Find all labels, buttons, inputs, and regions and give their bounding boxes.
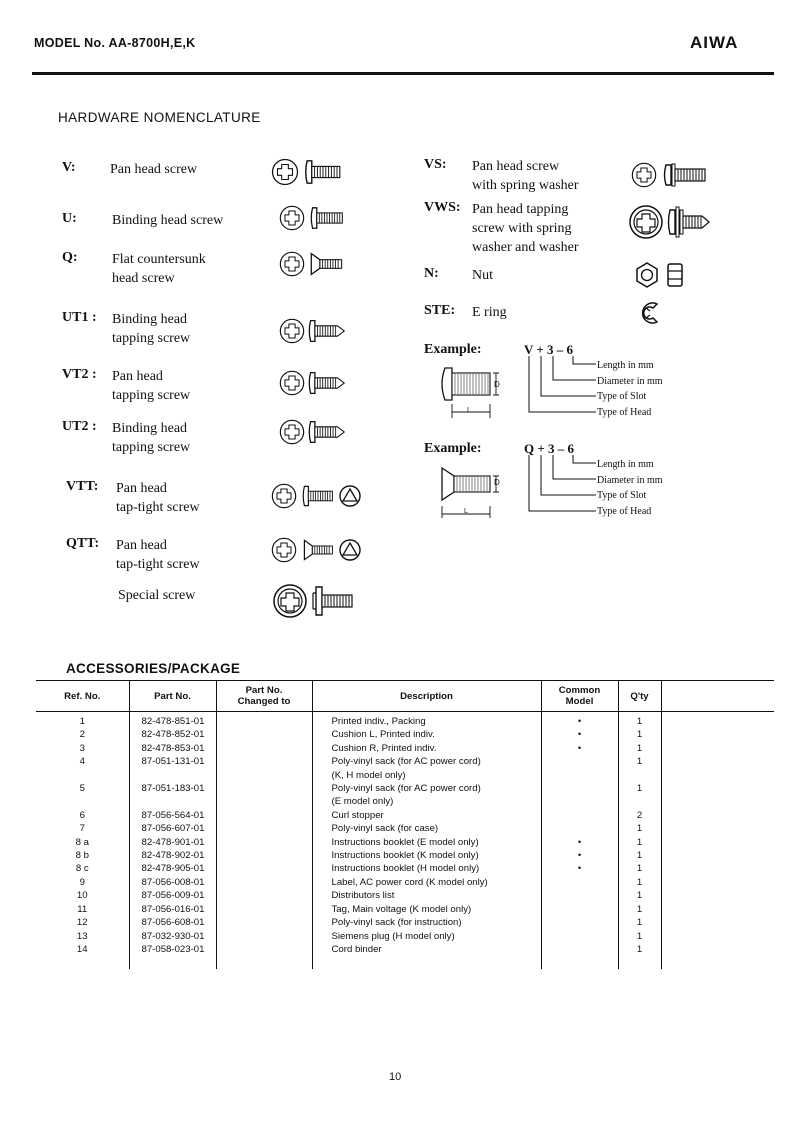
desc-q: Flat countersunk head screw — [112, 252, 206, 286]
table-row: 2 82-478-852-01 Cushion L, Printed indiv. • 1 — [36, 728, 774, 741]
desc-vt2: Pan head tapping screw — [112, 369, 191, 403]
model-number: MODEL No. AA-8700H,E,K — [34, 36, 196, 50]
example-formula-2: Q + 3 – 6 — [524, 441, 575, 456]
accessories-table — [36, 680, 774, 969]
table-row: 1 82-478-851-01 Printed indiv., Packing • 1 — [36, 712, 774, 729]
desc-n: Nut — [472, 268, 493, 283]
table-row: 10 87-056-009-01 Distributors list 1 — [36, 889, 774, 902]
special-screw-icon — [272, 582, 356, 622]
header-rule — [32, 72, 774, 75]
pan-tapping-screw-washer-icon — [628, 204, 712, 244]
code-u: U: — [62, 211, 77, 226]
code-qtt: QTT: — [66, 536, 100, 551]
flat-tap-tight-screw-icon — [270, 536, 366, 566]
table-row: 8 b 82-478-902-01 Instructions booklet (K model only) • 1 — [36, 849, 774, 862]
formula-bracket-2 — [526, 455, 598, 515]
flat-screw-dimension-diagram — [436, 466, 516, 524]
table-row: 6 87-056-564-01 Curl stopper 2 — [36, 809, 774, 822]
table-row: 3 82-478-853-01 Cushion R, Printed indiv. • 1 — [36, 742, 774, 755]
page-number: 10 — [389, 1071, 402, 1083]
example-label-1: Example: — [424, 342, 482, 357]
desc-special: Special screw — [118, 588, 196, 603]
pan-screw-spring-washer-icon — [630, 160, 710, 192]
col-qty: Q'ty — [618, 681, 661, 712]
col-changed-to: Part No. Changed to — [216, 681, 312, 712]
table-header-row — [36, 681, 774, 712]
desc-vs: Pan head screw with spring washer — [472, 159, 579, 193]
desc-ut2: Binding head tapping screw — [112, 421, 191, 455]
accessories-title: ACCESSORIES/PACKAGE — [66, 661, 241, 676]
formula-legend-2: Length in mm Diameter in mm Type of Slot Type of Head — [597, 459, 663, 517]
table-row: 9 87-056-008-01 Label, AC power cord (K model only) 1 — [36, 876, 774, 889]
code-ut2: UT2 : — [62, 419, 97, 434]
binding-tapping-screw-2-icon — [278, 418, 350, 448]
table-row: 8 c 82-478-905-01 Instructions booklet (H model only) • 1 — [36, 862, 774, 875]
table-row: 5 87-051-183-01 Poly-vinyl sack (for AC power cord) 1 — [36, 782, 774, 795]
pan-tapping-screw-icon — [278, 369, 350, 399]
code-vt2: VT2 : — [62, 367, 97, 382]
formula-bracket-1 — [526, 356, 598, 416]
table-row: 13 87-032-930-01 Siemens plug (H model only) 1 — [36, 930, 774, 943]
flat-countersunk-screw-icon — [278, 250, 350, 280]
pan-tap-tight-screw-icon — [270, 482, 366, 512]
desc-qtt: Pan head tap-tight screw — [116, 538, 200, 572]
col-description: Description — [312, 681, 541, 712]
hardware-title: HARDWARE NOMENCLATURE — [58, 110, 261, 125]
desc-v: Pan head screw — [110, 162, 198, 177]
pan-head-screw-icon — [270, 157, 350, 189]
e-ring-icon — [636, 299, 664, 327]
table-row: 4 87-051-131-01 Poly-vinyl sack (for AC power cord) 1 — [36, 755, 774, 768]
code-ut1: UT1 : — [62, 310, 97, 325]
col-common-model: Common Model — [541, 681, 618, 712]
col-part-no: Part No. — [129, 681, 216, 712]
desc-vws: Pan head tapping screw with spring washer and washer — [472, 202, 579, 255]
table-row: 12 87-056-608-01 Poly-vinyl sack (for instruction) 1 — [36, 916, 774, 929]
binding-head-screw-icon — [278, 204, 350, 234]
table-row: 8 a 82-478-901-01 Instructions booklet (E model only) • 1 — [36, 836, 774, 849]
example-label-2: Example: — [424, 441, 482, 456]
col-ref-no: Ref. No. — [36, 681, 129, 712]
code-n: N: — [424, 266, 439, 281]
code-vs: VS: — [424, 157, 447, 172]
table-row: 7 87-056-607-01 Poly-vinyl sack (for case) 1 — [36, 822, 774, 835]
col-blank — [661, 681, 774, 712]
table-row-continuation: (K, H model only) — [36, 769, 774, 782]
code-v: V: — [62, 160, 76, 175]
table-row: 14 87-058-023-01 Cord binder 1 — [36, 943, 774, 969]
table-row: 11 87-056-016-01 Tag, Main voltage (K model only) 1 — [36, 903, 774, 916]
pan-screw-dimension-diagram — [436, 366, 516, 424]
code-vtt: VTT: — [66, 479, 99, 494]
desc-ste: E ring — [472, 305, 507, 320]
code-q: Q: — [62, 250, 78, 265]
desc-ut1: Binding head tapping screw — [112, 312, 191, 346]
formula-legend-1: Length in mm Diameter in mm Type of Slot Type of Head — [597, 360, 663, 418]
brand-logo: AIWA — [690, 33, 739, 52]
binding-tapping-screw-icon — [278, 317, 350, 347]
diameter-label-1: D — [494, 380, 500, 389]
nut-icon — [636, 262, 688, 288]
length-label-1: L — [467, 407, 471, 414]
length-label-2: L — [464, 508, 468, 515]
desc-vtt: Pan head tap-tight screw — [116, 481, 200, 515]
diameter-label-2: D — [494, 478, 500, 487]
code-ste: STE: — [424, 303, 456, 318]
desc-u: Binding head screw — [112, 213, 224, 228]
code-vws: VWS: — [424, 200, 461, 215]
example-formula-1: V + 3 – 6 — [524, 342, 574, 357]
table-row-continuation: (E model only) — [36, 795, 774, 808]
